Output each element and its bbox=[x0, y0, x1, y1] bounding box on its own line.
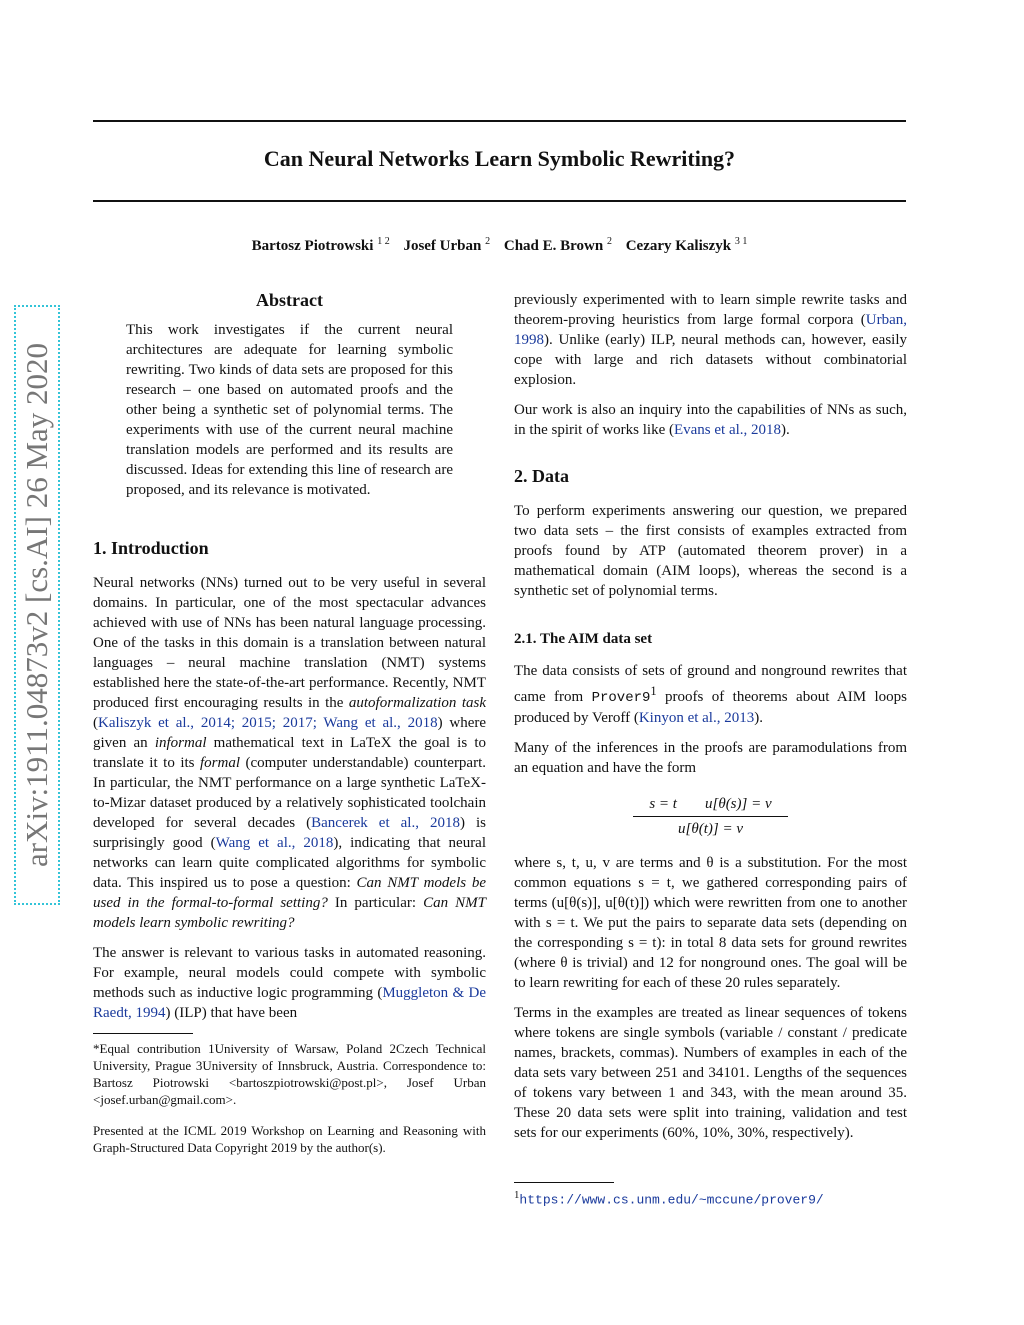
right-paragraph-2: Our work is also an inquiry into the capabilities of NNs as such, in the spirit of works like (Evans et al., 2018). bbox=[514, 402, 907, 438]
citation-link[interactable]: Urban, 1998 bbox=[514, 312, 907, 348]
data-heading: 2. Data bbox=[514, 466, 569, 486]
aim-heading: 2.1. The AIM data set bbox=[514, 631, 653, 647]
footnote-rule bbox=[93, 1033, 193, 1034]
left-column bbox=[93, 290, 486, 1164]
author-list bbox=[93, 236, 906, 255]
url-footnote: $^1$https://www.cs.unm.edu/~mccune/prover9/ bbox=[514, 1178, 907, 1207]
citation-link[interactable]: Evans et al., 2018 bbox=[673, 422, 782, 438]
citation-link[interactable]: Kaliszyk et al., 2014; 2015; 2017; Wang et al., 2018 bbox=[98, 715, 438, 731]
aim-paragraph-3: where s, t, u, v are terms and θ is a substitution. For the most common equations s = t, we gathered corresponding pairs of terms (u[θ(s)], u[θ(t)]) which were rewritten from one to another with s = t. We put the pairs to separate data sets (depending on the corresponding s = t): in total 8 data sets for ground rewrites (where θ is trivial) and 12 for nonground ones. The goal will be to learn rewriting for each of these 20 rules separately. bbox=[514, 855, 907, 991]
footnote-marker[interactable]: 1 bbox=[650, 684, 657, 698]
aim-paragraph-1: The data consists of sets of ground and nonground rewrites that came from $Prover9^1$ proofs of theorems about AIM loops produced by Veroff (Kinyon et al., 2013). bbox=[514, 663, 907, 726]
intro-paragraph-2: The answer is relevant to various tasks in automated reasoning. For example, neural models could compete with symbolic methods such as inductive logic programming (Muggleton & De Raedt, 1994) (ILP) that have been bbox=[93, 945, 486, 1021]
title-bottom-rule bbox=[93, 200, 906, 202]
abstract-text: This work investigates if the current neural architectures are adequate for learning symbolic rewriting. Two kinds of data sets are proposed for this research – one based on automated proofs and the other being a synthetic set of polynomial terms. The experiments with use of the current neural machine translation models are performed and its results are discussed. Ideas for extending this line of research are proposed, and its relevance is motivated. bbox=[126, 322, 453, 498]
presented-footnote: Presented at the ICML 2019 Workshop on Learning and Reasoning with Graph-Structured Data Copyright 2019 by the author(s). bbox=[93, 1123, 486, 1155]
aim-paragraph-2: Many of the inferences in the proofs are paramodulations from an equation and have the form bbox=[514, 740, 907, 776]
arxiv-stamp[interactable]: arXiv:1911.04873v2 [cs.AI] 26 May 2020 bbox=[14, 305, 60, 905]
abstract-heading: Abstract bbox=[256, 290, 323, 310]
author: Cezary Kaliszyk $^{3 1}$ bbox=[625, 236, 748, 254]
author: Josef Urban $^2$ bbox=[403, 236, 491, 254]
top-rule bbox=[93, 120, 906, 122]
author: Bartosz Piotrowski $^{1 2}$ bbox=[251, 236, 390, 254]
prover9-name: Prover9 bbox=[591, 690, 651, 706]
author: Chad E. Brown $^2$ bbox=[503, 236, 612, 254]
citation-link[interactable]: Wang et al., 2018 bbox=[215, 835, 334, 851]
citation-link[interactable]: Muggleton & De Raedt, 1994 bbox=[93, 985, 486, 1021]
citation-link[interactable]: Bancerek et al., 2018 bbox=[311, 815, 460, 831]
intro-heading: 1. Introduction bbox=[93, 538, 209, 558]
data-paragraph: To perform experiments answering our question, we prepared two data sets – the first consists of examples extracted from proofs found by ATP (automated theorem prover) in a mathematical domain (AIM loops), whereas the second is a synthetic set of polynomial terms. bbox=[514, 503, 907, 599]
prover9-url-link[interactable]: https://www.cs.unm.edu/~mccune/prover9/ bbox=[519, 1192, 824, 1208]
inference-fraction: $\frac{\text{s = t u[θ(s)] = v}}{u[\theta(t)] = v}$ bbox=[633, 794, 787, 839]
citation-link[interactable]: Kinyon et al., 2013 bbox=[638, 710, 755, 726]
footnote-rule bbox=[514, 1182, 614, 1183]
paper-title: Can Neural Networks Learn Symbolic Rewriting? bbox=[263, 146, 736, 171]
right-column bbox=[514, 290, 907, 1153]
aim-paragraph-4: Terms in the examples are treated as linear sequences of tokens where tokens are single symbols (variable / constant / predicate names, brackets, commas). Numbers of examples in each of the data sets vary between 251 and 34101. Lengths of the sequences of tokens vary between 1 and 343, with the mean around 35. These 20 data sets were split into training, validation and test sets for our experiments (60%, 10%, 30%, respectively). bbox=[514, 1005, 907, 1141]
affiliation-footnote: *Equal contribution 1University of Warsaw, Poland 2Czech Technical University, Prague 3University of Innsbruck, Austria. Correspondence to: Bartosz Piotrowski <bartoszpiotrowski@post.pl>, Josef Urban <josef.urban@gmail.com>. bbox=[93, 1041, 486, 1107]
intro-paragraph-1: Neural networks (NNs) turned out to be very useful in several domains. In particular, one of the most spectacular advances achieved with use of NNs has been natural language processing. One of the tasks in this domain is a translation between natural languages – neural machine translation (NMT) systems established here the state-of-the-art performance. Recently, NMT produced first encouraging results in the autoformalization task (Kaliszyk et al., 2014; 2015; 2017; Wang et al., 2018) where given an informal mathematical text in LaTeX the goal is to translate it to its formal (computer understandable) counterpart. In particular, the NMT performance on a large synthetic LaTeX-to-Mizar dataset produced by a relatively sophisticated toolchain developed for several decades (Bancerek et al., 2018) is surprisingly good (Wang et al., 2018), indicating that neural networks can learn quite complicated algorithms for symbolic data. This inspired us to pose a question: Can NMT models be used in the formal-to-formal setting? In particular: Can NMT models learn symbolic rewriting? bbox=[93, 575, 487, 931]
right-paragraph-1: previously experimented with to learn simple rewrite tasks and theorem-proving heuristics from large formal corpora (Urban, 1998). Unlike (early) ILP, neural methods can, however, easily cope with large and rich datasets without combinatorial explosion. bbox=[514, 292, 907, 388]
paramodulation-equation bbox=[514, 794, 907, 839]
